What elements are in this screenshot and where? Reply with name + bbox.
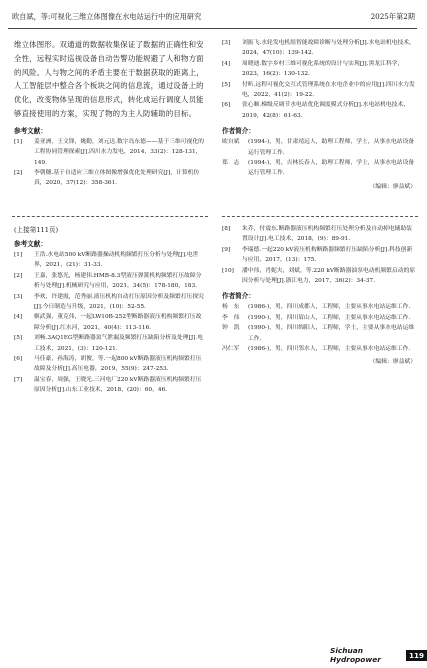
references-title: 参考文献：	[14, 240, 47, 248]
reference-number: [4]	[14, 314, 23, 321]
issue-label: 2025年第2期	[370, 12, 415, 21]
author-name: 钟 凯	[222, 325, 240, 332]
reference-text: 周晓迪.数字乡村三维可视化系统的设计与实现[J].黑龙江科学，2023，16(2)：130-132.	[242, 60, 404, 78]
reference-item	[222, 266, 416, 287]
top-left-column	[14, 38, 206, 189]
author-bio: (1986-)，男，四川成都人，工程师，主要从事水电站运维工作.	[248, 304, 411, 311]
reference-number: [2]	[14, 170, 23, 176]
page-number: 119	[406, 650, 427, 661]
reference-number: [6]	[14, 356, 23, 363]
bottom-right-column	[222, 224, 416, 365]
continued-from-label: (上接第111页)	[14, 226, 59, 234]
reference-number: [9]	[222, 246, 231, 253]
reference-item	[14, 354, 206, 375]
author-item	[222, 302, 416, 312]
reference-number: [10]	[222, 267, 234, 274]
author-item	[222, 323, 416, 344]
page-footer	[330, 648, 427, 662]
reference-text: 王嘉，张悠光，杨建伟.HMB-8.3型液压弹簧机构频繁打压故障分析与处理[J].机械研究与应用，2021，34(5)：178-180，183.	[34, 272, 202, 290]
reference-item	[14, 312, 206, 333]
reference-number: [3]	[14, 293, 23, 300]
author-bio: (1990-)，男，四川绵阳人，工程师，学士，主要从事水电站运维工作.	[248, 325, 415, 342]
reference-item	[222, 59, 416, 80]
author-bio: (1986-)，男，四川邻水人，工程师，主要从事水电站运维工作.	[248, 346, 411, 353]
author-name: 李 伟	[222, 314, 240, 321]
reference-number: [7]	[14, 376, 23, 383]
author-item	[222, 137, 416, 158]
author-name: 郑 志	[222, 160, 240, 167]
reference-text: 温宝春，周强，王晓光.三河电厂220 kV断路器液压机构频繁打压原因分析[J].山东工业技术，2018，(20)：60，46.	[34, 376, 202, 394]
authors-title: 作者简介：	[222, 127, 255, 136]
author-name: 欧自斌	[222, 139, 240, 146]
reference-item	[14, 137, 206, 168]
bottom-left-column	[14, 224, 206, 396]
reference-text: 姬武强，董克伟，一起LW10B-252型断路器液压机构频繁打压故障分析[J].红水河，2021，40(4)：113-116.	[34, 314, 202, 331]
reference-text: 李欢，许建霞，范秀丽.液压机构自动打压原因分析及频繁打压探究[J].今日制造与升级，2021，(10)：52-55.	[34, 293, 204, 311]
reference-text: 刘畅.3AQ1EG型断路器氮气泄漏及频繁打压缺陷分析及处理[J].电工技术，2021，(3)：120-121.	[34, 335, 204, 352]
reference-number: [1]	[14, 138, 23, 145]
reference-number: [1]	[14, 252, 23, 258]
reference-number: [6]	[222, 102, 231, 109]
author-bio: (1994-)，男，吉林长春人，助理工程师，学士，从事水电站设备运行管理工作.	[248, 160, 415, 177]
reference-item	[14, 271, 206, 292]
reference-text: 马佳豪，孙海涛，胡俊，等.一起800 kV断路器液压机构频繁打压故障及分析[J].高压电器，2019，55(9)：247-253.	[34, 356, 202, 373]
reference-text: 王浩.水电站500 kV断路器操动机构频繁打压分析与处理[J].电世界，2021，(21)：31-33.	[34, 252, 199, 269]
reference-number: [2]	[14, 272, 23, 279]
page-header	[8, 4, 417, 29]
reference-text: 张心顺.梯级反调节水电站优化调度模式分析[J].水电站机电技术，2019，42(8)：61-63.	[242, 102, 410, 119]
reference-item	[14, 333, 206, 354]
author-bio: (1994-)，男，甘肃靖远人，助理工程师，学士，从事水电站设备运行管理工作.	[248, 139, 415, 156]
author-item	[222, 313, 416, 323]
reference-number: [5]	[14, 335, 23, 342]
author-item	[222, 344, 416, 354]
reference-text: 姜亚洲，王文锋，姚勤，刘元达.数字岛东德——基于三维可视化的工程协同管理探索[J].四川水力发电，2014，33(2)：128-131，149.	[34, 138, 204, 166]
reference-item	[14, 250, 206, 271]
reference-item	[222, 38, 416, 59]
reference-text: 李瑞德.一起220 kV液压机构断路器频繁打压缺陷分析[J].科技创新与应用，2017，(13)：175.	[242, 246, 413, 264]
reference-number: [5]	[222, 81, 231, 88]
author-item	[222, 158, 416, 179]
running-title: 欧自斌，等:可视化三维立体图像在水电站运行中的应用研究	[12, 12, 202, 21]
reference-item	[222, 224, 416, 245]
author-name: 冯仁军	[222, 346, 240, 353]
reference-item	[222, 80, 416, 101]
author-bio: (1990-)，男，四川眉山人，工程师，主要从事水电站运维工作.	[248, 314, 411, 321]
reference-number: [4]	[222, 60, 231, 67]
reference-item	[222, 100, 416, 121]
reference-text: 李朝穗.基于自适应三维立体图像增强优化处理研究[J]，计算机仿真，2020，37(12)：358-361.	[34, 170, 200, 187]
reference-text: 刘振飞.水轮发电机组智能故障诊断与处理分析[J].水电站机电技术，2024，47(10)：139-142.	[242, 40, 415, 57]
top-right-column	[222, 38, 416, 190]
reference-item	[14, 292, 206, 313]
reference-number: [3]	[222, 40, 231, 46]
reference-text: 潘中伟，肖妮夫，刘斌，等.220 kV断路器油泵电动机频繁启动的原因分析与处理[J].浙江电力，2017，36(2)：34-37.	[242, 267, 416, 285]
reference-item	[14, 375, 206, 396]
authors-title: 作者简介：	[222, 292, 255, 301]
reference-text: 朱乔，付震东.断路器液压机构频繁打压处理分析及自动掉电辅助装置设计[J].电工技术，2018，(9)：89-91.	[242, 226, 412, 243]
dashed-divider	[222, 216, 418, 217]
editor-note: （编辑：廖益斌）	[369, 183, 416, 190]
reference-text: 付昕.远程可视化交互式管理系统在水电企业中的应用[J].四川水力发电，2022，41(2)：19-22.	[242, 81, 415, 99]
reference-number: [8]	[222, 226, 231, 232]
reference-item	[14, 168, 206, 189]
dashed-divider	[12, 216, 208, 217]
author-name: 杨 东	[222, 304, 240, 311]
journal-brand: Sichuan Hydropower	[330, 646, 381, 664]
body-paragraph: 维立体图形。双通道的数据收集保证了数据的正确性和安全性，远程实时巡视设备自动告警功能规避了人和物方面的风险。人与物之间的矛盾主要在于数据获取的距离上，人工智能层中整合各个板块之间的信息流，通过设备上的优化，改变物体呈现的信息形式，转化成运行调度人员能够直接使用的方案，实现了物的为主人防辅助的目标。	[14, 40, 204, 118]
references-title: 参考文献：	[14, 126, 47, 135]
reference-item	[222, 245, 416, 266]
editor-note: （编辑：廖益斌）	[369, 359, 416, 366]
